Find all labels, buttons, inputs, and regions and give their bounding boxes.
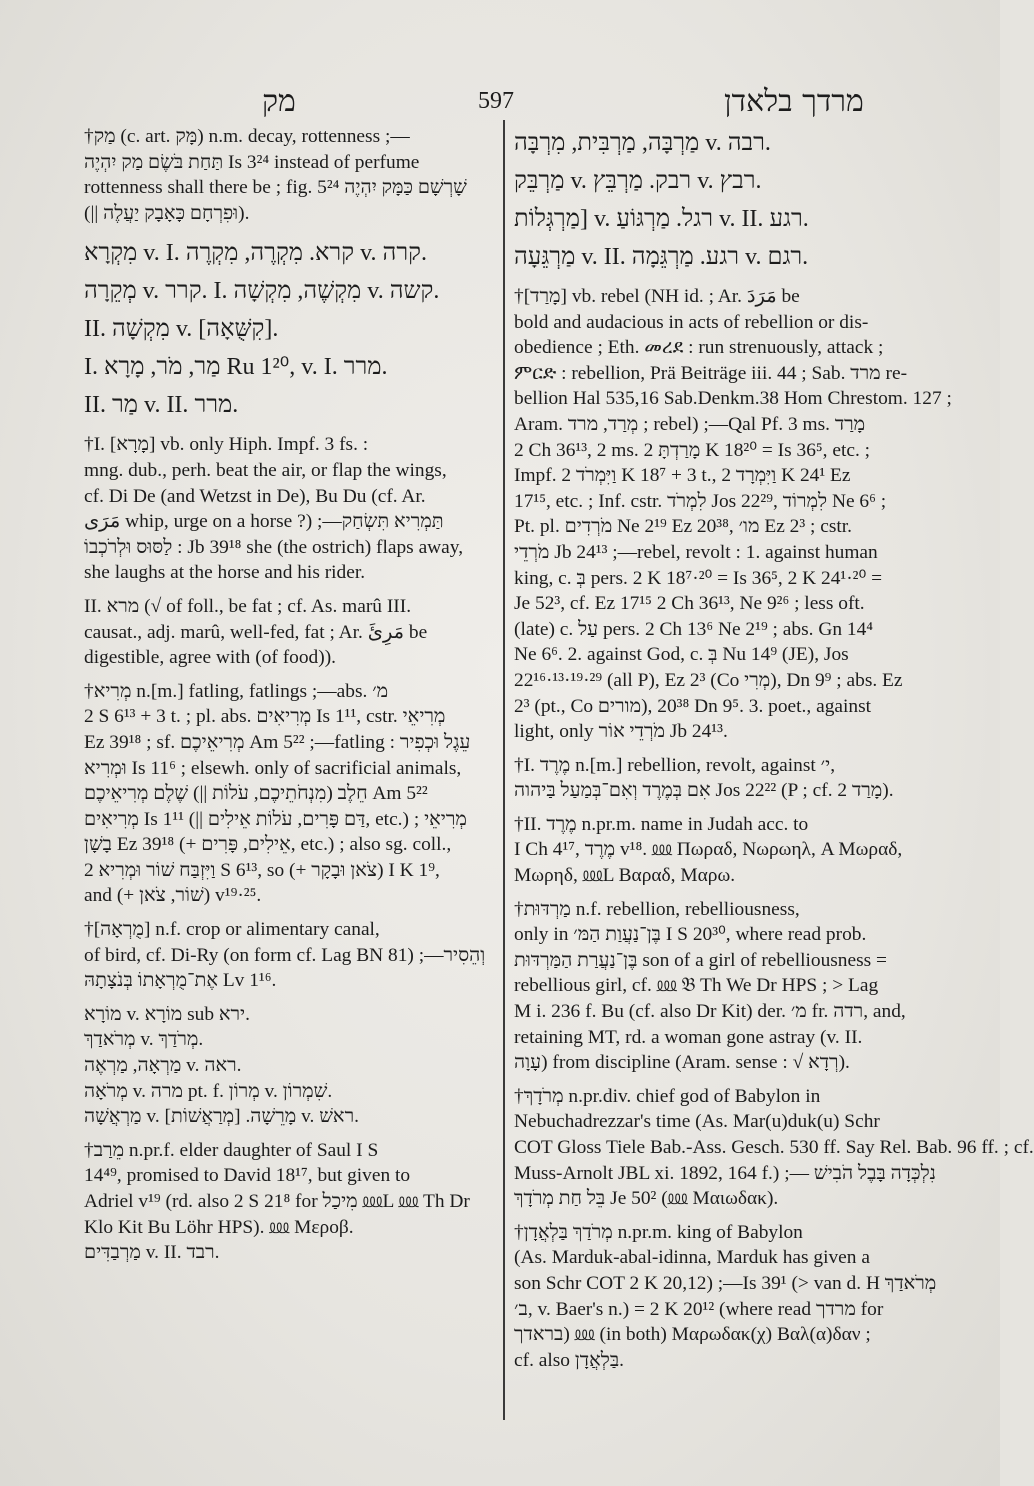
right-column-line: ምርድ : rebellion, Prä Beiträge iii. 44 ; Sab. מרד re-: [514, 362, 908, 384]
column-divider: [503, 120, 505, 1420]
right-column-line: obedience ; Eth. መረደ : run strenuously, attack ;: [514, 337, 884, 359]
left-column-line: rottenness shall there be ; fig. שָׁרְשָׁם כַּמָּק יִהְיֶה 5²⁴: [84, 177, 467, 199]
right-column-line: 22¹⁶·¹³·¹⁹·²⁹ (all P), Ez 2³ (Co מְרִי), Dn 9⁹ ; abs. Ez: [514, 669, 903, 691]
right-column-line: (late) c. עַל pers. 2 Ch 13⁶ Ne 2¹⁹ ; abs. Gn 14⁴: [514, 618, 874, 640]
left-column-line: וַיִּזְבַּח שׁוֹר וּמְרִיא 2 S 6¹³, so (+ צֹאן וּבָקָר) I K 1⁹,: [84, 859, 440, 881]
right-column-line: Je 52³, cf. Ez 17¹⁵ 2 Ch 36¹³, Ne 9²⁶ ; less oft.: [514, 593, 865, 615]
left-column-line: מַרְאֲשָׁה v. מָרֵשָׁה. [מְרַאֲשׁוֹת] v. ראשׁ.: [84, 1106, 359, 1128]
right-column-line: I Ch 4¹⁷, מֶרֶד v¹⁸. ⅏ Πωραδ, Νωρωηλ, A Μωραδ,: [514, 839, 903, 861]
page-number: 597: [478, 88, 514, 114]
right-column-line: מַרְבָּה, מַרְבִּית, מִרְבָּה v. רבה.: [514, 130, 771, 156]
right-column-line: M i. 236 f. Bu (cf. also Dr Kit) der. מ׳ fr. רדה, and,: [514, 1001, 906, 1023]
right-column-line: Ne 6⁶. 2. against God, c. בְּ Nu 14⁹ (JE), Jos: [514, 644, 849, 666]
right-column-line: bellion Hal 535,16 Sab.Denkm.38 Hom Chrestom. 127 ;: [514, 388, 952, 410]
left-column-line: מְרֹאדַךְ v. מְרֹדַךְ.: [84, 1029, 204, 1051]
left-column-line: مَرَى whip, urge on a horse ?) ;—תַּמְרִיא תִּשְׂחַק: [84, 511, 444, 533]
left-column-line: תַּחַת בֹּשֶׂם מַק יִהְיֶה Is 3²⁴ instead of perfume: [84, 151, 420, 173]
left-column-line: מַרְאָה, מַרְאֶה v. ראה.: [84, 1055, 242, 1077]
right-column-line: †I. מֶרֶד n.[m.] rebellion, revolt, against י׳,: [514, 754, 836, 776]
right-column-line: (As. Marduk-abal-idinna, Marduk has given a: [514, 1247, 870, 1269]
left-column-line: 2 S 6¹³ + 3 t. ; pl. abs. מְרִיאִים Is 1¹¹, cstr. מְרִיאֵי: [84, 706, 446, 728]
right-column-line: מַרְגְּלוֹת] v. רגל. מַרְגּוֹעַ v. II. רגע.: [514, 206, 809, 232]
right-column-line: cf. also בַּלְאֲדָן.: [514, 1349, 625, 1371]
left-column-line: מַרְבַדִּים v. II. רבד.: [84, 1242, 220, 1264]
left-column: [84, 124, 494, 1266]
right-column-line: עָוָה) from discipline (Aram. sense : √ רְדָא).: [514, 1052, 850, 1074]
left-column-line: (|| וּפִרְחָם כָּאָבָק יַעֲלֶה).: [84, 202, 250, 224]
left-column-line: mng. dub., perh. beat the air, or flap the wings,: [84, 459, 447, 481]
left-column-line: Klo Kit Bu Löhr HPS). ⅏ Μεροβ.: [84, 1216, 354, 1238]
right-column-line: 2 Ch 36¹³, 2 ms. מָרַדְתָּ 2 K 18²⁰ = Is 36⁵, etc. ;: [514, 439, 871, 461]
left-column-line: בָשָׁן Ez 39¹⁸ (+ אֵילִים, פָּרִים, etc.) ; also sg. coll.,: [84, 834, 452, 856]
right-column-line: bold and audacious in acts of rebellion or dis-: [514, 311, 869, 333]
left-column-line: מְרֹאָה v. מרה pt. f. מְרוֹן v. שִׁמְרוֹן.: [84, 1080, 333, 1102]
right-column-line: בראדך) ⅏ (in both) Μαρωδακ(χ) Βαλ(α)δαν ;: [514, 1324, 871, 1346]
right-column-line: 2³ (pt., Co מורים), 20³⁸ Dn 9⁵. 3. poet., against: [514, 695, 872, 717]
left-column-line: I. מַר, מֹר, מָרָא Ru 1²⁰, v. I. מרר.: [84, 354, 388, 381]
left-column-line: מִקְרָא v. I. קרא. מִקְרֶה, מִקְרֶה v. קרה.: [84, 240, 427, 267]
left-column-line: 14⁴⁹, promised to David 18¹⁷, but given to: [84, 1165, 411, 1187]
right-column-line: אִם בְּמֶרֶד וְאִם־בְּמַעַל בַּיהוה Jos 22²² (P ; cf. מָרַד 2).: [514, 780, 894, 802]
right-column-line: †II. מֶרֶד n.pr.m. name in Judah acc. to: [514, 813, 809, 835]
right-column-line: מַרְבֵּק v. רבק. מַרְבֵּץ v. רבץ.: [514, 168, 762, 194]
left-column-line: †מֵרַב n.pr.f. elder daughter of Saul I S: [84, 1139, 379, 1161]
right-column-line: ב׳, v. Baer's n.) = 2 K 20¹² (where read מרדך for: [514, 1298, 884, 1320]
left-column-line: מְרִיאִים Is 1¹¹ (|| דַּם פָּרִים, עֹלוֹת אֵילִים, etc.) ; מְרִיאֵי: [84, 808, 467, 830]
right-column-line: Pt. pl. מֹרְדִים Ne 2¹⁹ Ez 20³⁸, מו׳ Ez 2³ ; cstr.: [514, 516, 853, 538]
running-head-right: מרדך בלאדן: [724, 84, 864, 119]
right-column-line: †מְרֹדַךְ בַּלְאֲדָן n.pr.m. king of Babylon: [514, 1221, 803, 1243]
right-column-line: king, c. בְּ pers. 2 K 18⁷·²⁰ = Is 36⁵, 2 K 24¹·²⁰ =: [514, 567, 883, 589]
right-column-line: Aram. מְרַד, מרד ; rebel) ;—Qal Pf. 3 ms. מָרַד: [514, 413, 866, 435]
left-column-line: †מַק (c. art. מָּק) n.m. decay, rottenness ;—: [84, 126, 410, 147]
left-column-line: אֶת־מֻרְאָתוֹ בְּנֹצָתָהּ Lv 1¹⁶.: [84, 970, 277, 992]
right-column-line: COT Gloss Tiele Bab.-Ass. Gesch. 530 ff. Say Rel. Bab. 96 ff. ; cf.: [514, 1137, 1034, 1158]
left-column-line: and (+ שׁוֹר, צֹאן) v¹⁹·²⁵.: [84, 885, 262, 907]
right-column-line: בֵּל חַת מְרֹדָךְ Je 50² (⅏ Μαιωδακ).: [514, 1188, 779, 1210]
left-column-line: Adriel v¹⁹ (rd. also 2 S 21⁸ for מִיכַל ⅏L ⅏ Th Dr: [84, 1191, 470, 1212]
right-column-line: מַרְגֵּעָה v. II. רגע. מַרְגֵּמָה v. רגם.: [514, 244, 809, 270]
right-column-line: †מְרֹדָךְ n.pr.div. chief god of Babylon in: [514, 1085, 821, 1107]
left-column-line: Ez 39¹⁸ ; sf. מְרִיאֵיכֶם Am 5²² ;—fatling : עֵגֶל וּכְפִיר: [84, 731, 471, 753]
left-column-line: וּמְרִיא Is 11⁶ ; elsewh. only of sacrificial animals,: [84, 757, 462, 779]
left-column-line: לַסּוּס וּלְרֹכְבוֹ : Jb 39¹⁸ she (the ostrich) flaps away,: [84, 536, 464, 558]
right-column-line: †[מָרַד] vb. rebel (NH id. ; Ar. مَرَدَ be: [514, 286, 800, 307]
left-column-line: digestible, agree with (of food)).: [84, 647, 336, 669]
left-column-line: II. מרא (√ of foll., be fat ; cf. As. marû III.: [84, 595, 412, 617]
right-column-line: Impf. וַיִּמְרֹד 2 K 18⁷ + 3 t., וַיִּמְרָד 2 K 24¹ Ez: [514, 465, 851, 487]
left-column-line: II. מַר v. II. מרר.: [84, 392, 239, 419]
right-column-line: בֶּן־נַעֲרַת הַמַּרְדּוּת son of a girl of rebelliousness =: [514, 949, 887, 971]
right-column-line: rebellious girl, cf. ⅏ 𝔅 Th We Dr HPS ; > Lag: [514, 975, 879, 997]
left-column-line: מְקֵרָה v. קרר. I. מִקְשֶׁה, מִקְשָׁה v. קשה.: [84, 278, 440, 305]
right-column-line: retaining MT, rd. a woman gone astray (v. II.: [514, 1026, 863, 1048]
running-head: [0, 82, 1000, 126]
left-column-line: חֵלֶב (מִנְחֹתֵיכֶם, עֹלוֹת ||) שֶׁלֶם מְרִיאֵיכֶם Am 5²²: [84, 783, 428, 805]
right-column-line: Nebuchadrezzar's time (As. Mar(u)duk(u) Schr: [514, 1111, 880, 1133]
right-column-line: Muss-Arnolt JBL xi. 1892, 164 f.) ;— נִלְכְּדָה בָּבֶל הֹבִישׁ: [514, 1162, 936, 1184]
right-column-line: 17¹⁵, etc. ; Inf. cstr. לִמְרֹד Jos 22²⁹, לִמְרוֹד Ne 6⁶ ;: [514, 490, 887, 512]
left-column-line: II. מִקְשָׁה v. [קִשֻּׁאָה].: [84, 316, 279, 343]
right-column-line: Μωρηδ, ⅏L Βαραδ, Μαρω.: [514, 865, 736, 887]
right-column-line: son Schr COT 2 K 20,12) ;—Is 39¹ (> van d. H מְרֹאדַךְ: [514, 1272, 937, 1294]
left-column-line: cf. Di De (and Wetzst in De), Bu Du (cf. Ar.: [84, 485, 426, 507]
right-column-line: מֹרְדֵי Jb 24¹³ ;—rebel, revolt : 1. against human: [514, 541, 878, 563]
right-column: [514, 124, 1034, 1373]
right-column-line: light, only מֹרְדֵי אוֹר Jb 24¹³.: [514, 721, 728, 743]
right-column-line: only in בֶּן־נַעֲוַת הַמּ׳ I S 20³⁰, where read prob.: [514, 924, 867, 946]
left-column-line: †[מֻרְאָה] n.f. crop or alimentary canal,: [84, 919, 380, 941]
left-column-line: causat., adj. marû, well-fed, fat ; Ar. مَرِئَ be: [84, 621, 428, 643]
left-column-line: she laughs at the horse and his rider.: [84, 562, 366, 584]
left-column-line: of bird, cf. Di-Ry (on form cf. Lag BN 81) ;—וְהֵסִיר: [84, 944, 486, 966]
left-column-line: מוֹרָא v. מוֹרָא sub ירא.: [84, 1003, 250, 1025]
left-column-line: †I. [מָרָא] vb. only Hiph. Impf. 3 fs. :: [84, 434, 369, 456]
running-head-left: מק: [262, 84, 296, 119]
left-column-line: †מְרִיא n.[m.] fatling, fatlings ;—abs. מ׳: [84, 680, 389, 702]
right-column-line: †מַרְדּוּת n.f. rebellion, rebelliousness,: [514, 898, 800, 920]
